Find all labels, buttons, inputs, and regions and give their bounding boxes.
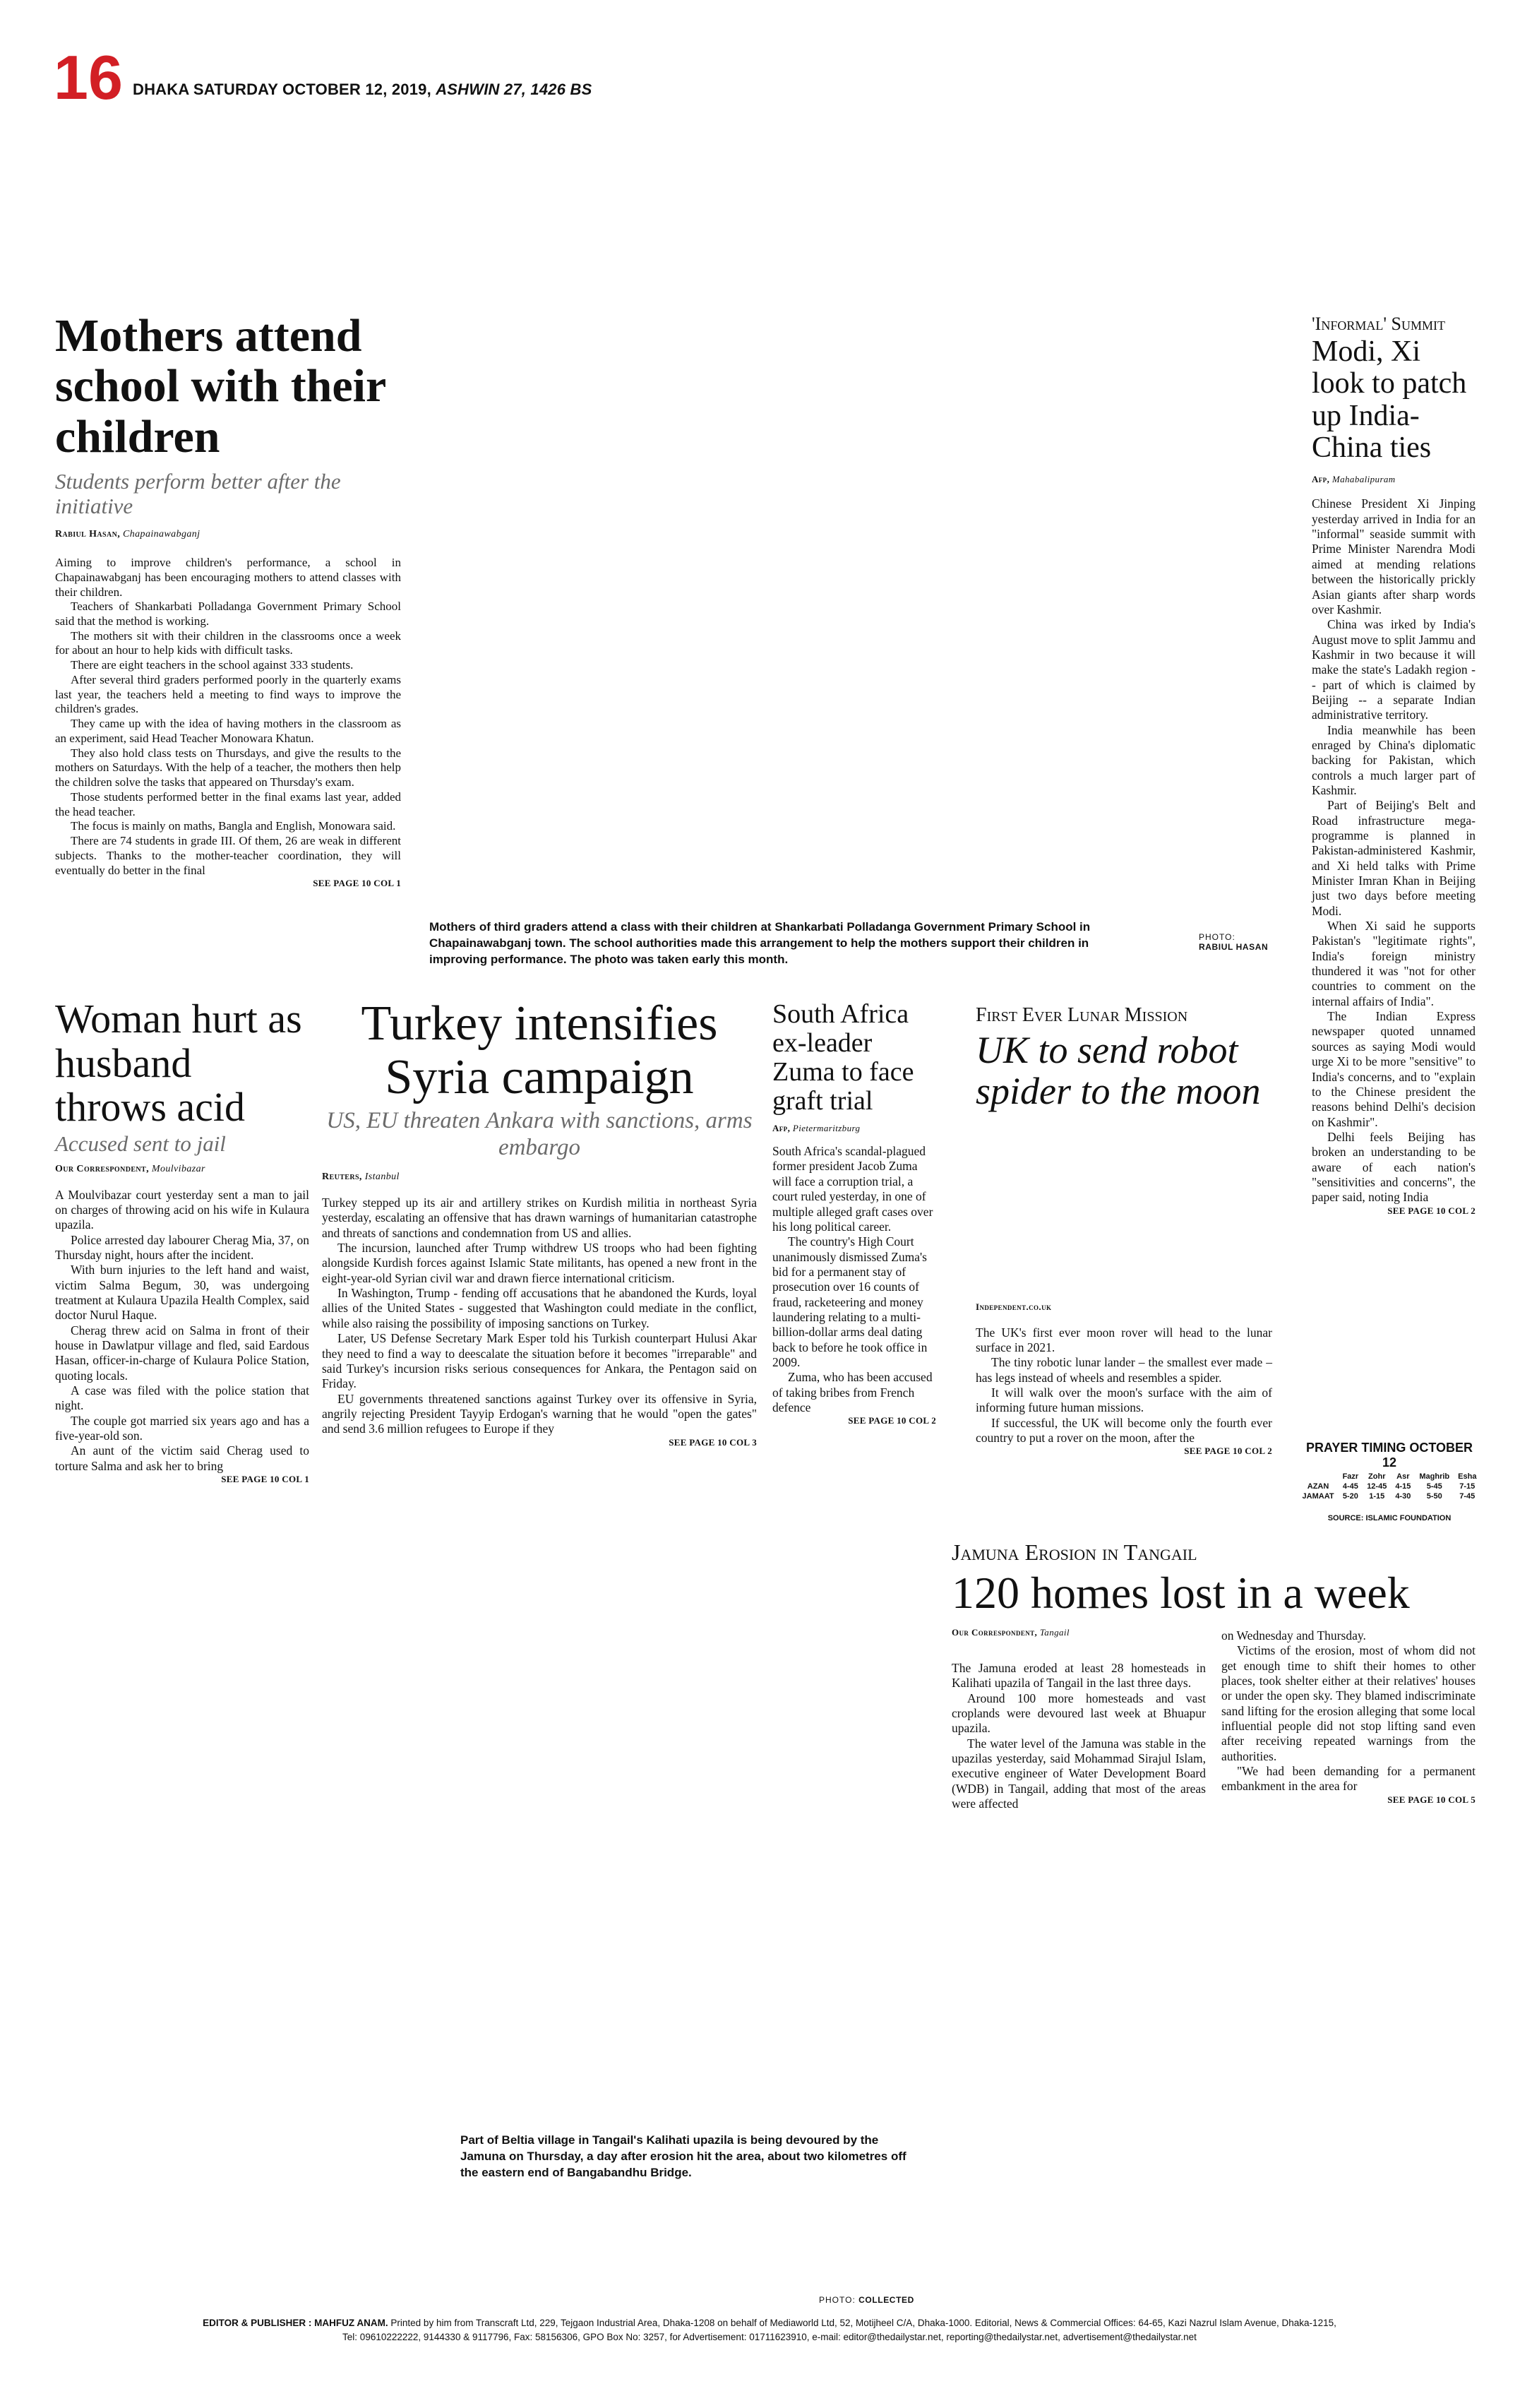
byline-name: Our Correspondent, — [952, 1627, 1038, 1638]
paragraph: The mothers sit with their children in the classrooms once a week for about an hour to help kids with difficult tasks. — [55, 628, 401, 657]
prayer-header-row — [1298, 1472, 1481, 1482]
subheadline: Accused sent to jail — [55, 1131, 226, 1156]
prayer-col-header: Zohr — [1368, 1472, 1386, 1481]
prayer-cell: 5-50 — [1426, 1492, 1442, 1501]
kicker: First Ever Lunar Mission — [976, 1004, 1188, 1026]
prayer-table — [1298, 1472, 1481, 1501]
byline — [976, 1301, 1272, 1313]
headline: Turkey intensifies Syria campaign — [361, 996, 718, 1104]
prayer-source-label: SOURCE: — [1327, 1514, 1364, 1522]
photo-credit-name: RABIUL HASAN — [1199, 942, 1269, 952]
photo-credit-label: PHOTO: — [1199, 932, 1235, 942]
prayer-cell: 7-15 — [1459, 1482, 1476, 1491]
prayer-cell: 4-45 — [1342, 1482, 1358, 1491]
byline-place: Tangail — [1039, 1627, 1070, 1638]
byline — [55, 529, 401, 540]
paragraph: EU governments threatened sanctions against Turkey over its offensive in Syria, angrily rejecting President Tayyip Erdogan's warning that he would "open the gates" and send 3.6 million refugees to Europe if they — [322, 1391, 757, 1436]
story-modi-xi — [1312, 314, 1476, 1217]
headline: South Africa ex-leader Zuma to face graft trial — [772, 999, 914, 1116]
paragraph: The Jamuna eroded at least 28 homesteads in Kalihati upazila of Tangail in the last three days. — [952, 1661, 1206, 1691]
jamuna-column-2 — [1221, 1628, 1476, 1806]
paragraph: There are eight teachers in the school against 333 students. — [71, 658, 354, 672]
story-acid-attack — [55, 997, 309, 1485]
dateline — [133, 81, 592, 99]
prayer-cell: 12-45 — [1367, 1482, 1387, 1491]
paragraph: The UK's first ever moon rover will head to the lunar surface in 2021. — [976, 1325, 1272, 1354]
photo-credit — [819, 2295, 914, 2305]
paragraph: The incursion, launched after Trump withdrew US troops who had been fighting alongside Kurdish forces against Islamic State militants, has opened a new front in the eight-year-old Syrian civil war and drawn fierce international criticism. — [322, 1241, 757, 1285]
byline — [322, 1172, 757, 1183]
prayer-cell: 4-30 — [1395, 1492, 1411, 1501]
paragraph: It will walk over the moon's surface with the aim of informing future human missions. — [976, 1385, 1272, 1415]
paragraph: A case was filed with the police station that night. — [55, 1383, 309, 1413]
paragraph: Around 100 more homesteads and vast croplands were devoured last week at Bhuapur upazila. — [952, 1691, 1206, 1736]
paragraph: South Africa's scandal-plagued former president Jacob Zuma will face a corruption trial, a court ruled yesterday, in one of multiple alleged graft cases over his long political career. — [772, 1144, 933, 1234]
headline: UK to send robot spider to the moon — [976, 1029, 1261, 1113]
article-body — [772, 1144, 936, 1415]
photo-caption: Mothers of third graders attend a class with their children at Shankarbati Polladanga Government Primary School in Chapainawabganj town. The school authorities made this arrangement to help the mothers support their children in improving performance. The photo was taken early this month. — [429, 920, 1091, 966]
paragraph: Aiming to improve children's performance, a school in Chapainawabganj has been encouraging mothers to attend classes with their children. — [55, 556, 401, 599]
article-body — [322, 1196, 757, 1437]
paragraph: The Indian Express newspaper quoted unnamed sources as saying Modi would urge Xi to be more "sensitive" to India's concerns, and to "explain to the Chinese president the reasons behind Delhi's decision on Kashmir". — [1312, 1009, 1476, 1129]
article-body — [55, 1188, 309, 1474]
jamuna-column-1 — [952, 1661, 1206, 1811]
paragraph: After several third graders performed poorly in the quarterly exams last year, the teachers held a meeting to find ways to improve the children's grades. — [55, 672, 401, 716]
page-number: 16 — [54, 42, 123, 112]
photo-credit-label: PHOTO: — [819, 2295, 856, 2305]
imprint-editor: EDITOR & PUBLISHER : MAHFUZ ANAM. — [203, 2318, 388, 2328]
prayer-row — [1298, 1491, 1481, 1501]
byline-place: Istanbul — [364, 1172, 400, 1183]
story-mothers — [55, 311, 401, 889]
paragraph: "We had been demanding for a permanent embankment in the area for — [1221, 1764, 1476, 1794]
prayer-timing-box — [1298, 1441, 1481, 1522]
prayer-title: PRAYER TIMING OCTOBER 12 — [1305, 1441, 1473, 1470]
paragraph: With burn injuries to the left hand and waist, victim Salma Begum, 30, was undergoing treatment at Kulaura Upazila Health Complex, said doctor Nurul Haque. — [55, 1263, 309, 1323]
byline — [772, 1123, 936, 1134]
dateline-bengali-date: ASHWIN 27, 1426 BS — [436, 81, 592, 98]
paragraph: The couple got married six years ago and has a five-year-old son. — [55, 1413, 309, 1443]
story-jamuna-erosion — [952, 1539, 1476, 1638]
imprint-line-1 — [92, 2316, 1447, 2330]
continued-note: SEE PAGE 10 COL 1 — [221, 1474, 309, 1485]
photo-caption: Part of Beltia village in Tangail's Kalihati upazila is being devoured by the Jamuna on Thursday, a day after erosion hit the area, about two kilometres off the eastern end of Bangabandhu Bridge. — [460, 2133, 906, 2179]
article-body — [976, 1325, 1272, 1446]
paragraph: Teachers of Shankarbati Polladanga Government Primary School said that the method is working. — [55, 600, 401, 628]
byline-place: Mahabalipuram — [1331, 474, 1396, 485]
continued-note: SEE PAGE 10 COL 5 — [1387, 1794, 1476, 1805]
prayer-col-header: Esha — [1458, 1472, 1477, 1481]
prayer-col-header: Maghrib — [1419, 1472, 1450, 1481]
prayer-col-header: Asr — [1396, 1472, 1410, 1481]
prayer-source — [1298, 1514, 1481, 1522]
imprint-address: Printed by him from Transcraft Ltd, 229, Tejgaon Industrial Area, Dhaka-1208 on behalf of Mediaworld Ltd, 52, Motijheel C/A, Dhaka-1000. Editorial, News & Commercial Offices: 64-65, Kazi Nazrul Islam Avenue, Dhaka-1215, — [390, 2318, 1336, 2328]
byline — [55, 1164, 309, 1175]
paragraph: on Wednesday and Thursday. — [1221, 1628, 1366, 1643]
paragraph: Turkey stepped up its air and artillery strikes on Kurdish militia in northeast Syria yesterday, escalating an offensive that has drawn warnings of humanitarian catastrophe and threats of sanctions and condemnation from US and allies. — [322, 1196, 757, 1240]
jamuna-column-2-body — [1221, 1628, 1476, 1794]
headline: Mothers attend school with their children — [55, 310, 386, 463]
byline-name: Reuters, — [322, 1172, 362, 1183]
paragraph: Those students performed better in the final exams last year, added the head teacher. — [55, 789, 401, 818]
prayer-cell: AZAN — [1307, 1482, 1329, 1491]
headline: 120 homes lost in a week — [952, 1568, 1410, 1618]
paragraph: When Xi said he supports Pakistan's "legitimate rights", India's foreign ministry thundered it was "not for other countries to comment on the internal affairs of India". — [1312, 919, 1476, 1008]
continued-note: SEE PAGE 10 COL 2 — [1387, 1205, 1476, 1216]
paragraph: Chinese President Xi Jinping yesterday arrived in India for an "informal" seaside summit with Prime Minister Narendra Modi aimed at mending relations between the historically prickly Asian giants after sharp words over Kashmir. — [1312, 496, 1476, 616]
photo-credit-name: COLLECTED — [858, 2295, 914, 2305]
imprint-line-2: Tel: 09610222222, 9144330 & 9117796, Fax: 58156306, GPO Box No: 3257, for Advertisement: 01711623910, e-mail: editor@thedailystar.net, reporting@thedailystar.net, advertisement@thedailystar.net — [342, 2331, 1197, 2342]
continued-note: SEE PAGE 10 COL 2 — [1184, 1446, 1272, 1457]
paragraph: Part of Beijing's Belt and Road infrastructure mega-programme is planned in Pakistan-administered Kashmir, and Xi held talks with Prime Minister Imran Khan in Beijing just two days before meeting Modi. — [1312, 798, 1476, 918]
prayer-col-header: Fazr — [1342, 1472, 1359, 1481]
paragraph: An aunt of the victim said Cherag used to torture Salma and ask her to bring — [55, 1443, 309, 1473]
paragraph: Victims of the erosion, most of whom did not get enough time to shift their homes to other places, took shelter either at their relatives' houses or under the open sky. They blamed indiscriminate sand lifting for the erosion alleging that some local influential people did not stop lifting sand even after receiving repeated warnings from the authorities. — [1221, 1643, 1476, 1763]
paragraph: The country's High Court unanimously dismissed Zuma's bid for a permanent stay of prosecution over 16 counts of fraud, racketeering and money laundering relating to a multi-billion-dollar arms deal dating back to before he took office in 2009. — [772, 1234, 928, 1369]
paragraph: China was irked by India's August move to split Jammu and Kashmir in two because it will make the state's Ladakh region -- part of which is claimed by Beijing -- a separate Indian administrative territory. — [1312, 617, 1476, 722]
paragraph: Cherag threw acid on Salma in front of their house in Dawlatpur village and fled, said Eardous Hasan, officer-in-charge of Kulaura Police Station, quoting locals. — [55, 1323, 309, 1383]
paragraph: Later, US Defense Secretary Mark Esper told his Turkish counterpart Hulusi Akar they need to find a way to deescalate the situation before it becomes "irreparable" and said Turkey's incursion risks serious consequences for Ankara, the Pentagon said on Friday. — [322, 1331, 757, 1391]
paragraph: There are 74 students in grade III. Of them, 26 are weak in different subjects. Thanks to the mother-teacher coordination, they will eventually do better in the final — [55, 834, 401, 877]
paragraph: The focus is mainly on maths, Bangla and English, Monowara said. — [71, 819, 396, 833]
paragraph: In Washington, Trump - fending off accusations that he abandoned the Kurds, loyal allies of the United States - suggested that Washington could mediate in the conflict, while also raising the possibility of imposing sanctions on Turkey. — [322, 1286, 757, 1330]
kicker: Jamuna Erosion in Tangail — [952, 1539, 1197, 1565]
paragraph: They came up with the idea of having mothers in the classroom as an experiment, said Head Teacher Monowara Khatun. — [55, 717, 401, 745]
paragraph: If successful, the UK will become only the fourth ever country to put a rover on the moon, after the — [976, 1415, 1272, 1446]
article-body — [1312, 496, 1476, 1205]
byline-name: Independent.co.uk — [976, 1301, 1052, 1312]
prayer-row — [1298, 1482, 1481, 1491]
photo-credit — [1199, 932, 1283, 952]
prayer-cell: 5-20 — [1342, 1492, 1358, 1501]
prayer-cell: JAMAAT — [1302, 1492, 1334, 1501]
dateline-date: DHAKA SATURDAY OCTOBER 12, 2019, — [133, 81, 431, 98]
story-zuma — [772, 1000, 936, 1426]
headline: Modi, Xi look to patch up India-China ties — [1312, 335, 1467, 465]
headline: Woman hurt as husband throws acid — [55, 996, 302, 1131]
prayer-cell: 7-45 — [1459, 1492, 1476, 1501]
story-moon-rover — [976, 1004, 1272, 1457]
continued-note: SEE PAGE 10 COL 3 — [669, 1436, 757, 1448]
kicker: 'Informal' Summit — [1312, 314, 1445, 334]
byline-place: Pietermaritzburg — [792, 1123, 861, 1134]
paragraph: They also hold class tests on Thursdays, and give the results to the mothers on Saturdays. With the help of a teacher, the mothers then help the children solve the tasks that appeared on Thursday's exam. — [55, 746, 401, 789]
prayer-cell: 5-45 — [1426, 1482, 1442, 1491]
subheadline: US, EU threaten Ankara with sanctions, arms embargo — [326, 1108, 753, 1161]
paragraph: India meanwhile has been enraged by China's diplomatic backing for Pakistan, which controls a much larger part of Kashmir. — [1312, 722, 1476, 797]
continued-note: SEE PAGE 10 COL 1 — [313, 878, 401, 889]
byline-name: Our Correspondent, — [55, 1163, 149, 1174]
story-turkey-syria — [322, 997, 757, 1448]
subheadline: Students perform better after the initiative — [55, 468, 341, 519]
prayer-source-name: ISLAMIC FOUNDATION — [1365, 1514, 1452, 1522]
byline-place: Chapainawabganj — [123, 529, 201, 540]
paragraph: Police arrested day labourer Cherag Mia, 37, on Thursday night, hours after the incident. — [55, 1232, 309, 1262]
byline-name: Afp, — [772, 1123, 791, 1134]
article-body — [55, 556, 401, 878]
imprint-footer — [92, 2316, 1447, 2344]
paragraph: Delhi feels Beijing has broken an understanding to be aware of each nation's "sensitivities and concerns", the paper said, noting India — [1312, 1129, 1476, 1205]
paragraph: The tiny robotic lunar lander – the smallest ever made – has legs instead of wheels and resembles a spider. — [976, 1355, 1272, 1385]
byline-name: Afp, — [1312, 474, 1330, 485]
continued-note: SEE PAGE 10 COL 2 — [848, 1415, 936, 1426]
prayer-col-header — [1298, 1472, 1339, 1482]
paragraph: Zuma, who has been accused of taking bribes from French defence — [772, 1370, 933, 1414]
paragraph: The water level of the Jamuna was stable in the upazilas yesterday, said Mohammad Sirajul Islam, executive engineer of Water Development Board (WDB) in Tangail, adding that most of the areas were affected — [952, 1736, 1206, 1811]
byline-place: Moulvibazar — [151, 1163, 205, 1174]
byline — [1312, 474, 1476, 485]
byline-name: Rabiul Hasan, — [55, 529, 121, 540]
paragraph: A Moulvibazar court yesterday sent a man to jail on charges of throwing acid on his wife in Kulaura upazila. — [55, 1187, 309, 1232]
prayer-cell: 1-15 — [1369, 1492, 1385, 1501]
prayer-cell: 4-15 — [1395, 1482, 1411, 1491]
